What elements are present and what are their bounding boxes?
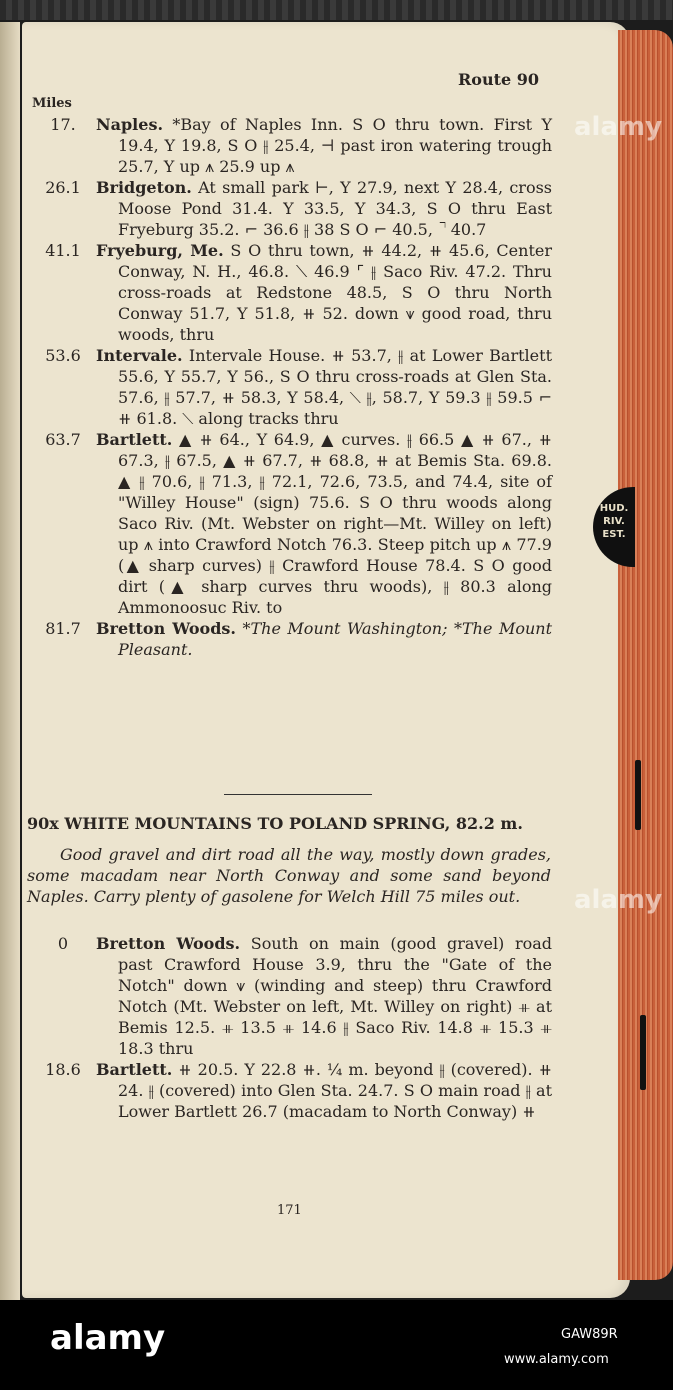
route-entry [30, 240, 552, 345]
section-description: Good gravel and dirt road all the way, mostly down grades, some macadam near North Conway and some sand beyond Naples. Carry plenty of gasolene for Welch Hill 75 miles out. [27, 845, 551, 906]
entry-text: ⧺ 20.5. Y 22.8 ⧺. ¼ m. beyond ⫲ (covered). ⧺ 24. ⫲ (covered) into Glen Sta. 24.7. S O main road ⫲ at Lower Bartlett 26.7 (macadam to North Conway) ⧺ [118, 1060, 552, 1121]
tab-line-3: EST. [602, 529, 626, 540]
entry-place: Bretton Woods. [96, 934, 241, 953]
entry-text: South on main (good gravel) road past Crawford House 3.9, thru the "Gate of the Notch" down ⩛ (winding and steep) thru Crawford Notch (Mt. Webster on left, Mt. Willey on right) ⧺ at Bemis 12.5. ⧺ 13.5 ⧺ 14.6 ⫲ Saco Riv. 14.8 ⧺ 15.3 ⧺ 18.3 thru [118, 934, 553, 1058]
route-entry [30, 429, 552, 618]
route-entry [30, 177, 552, 240]
edge-mark [640, 1015, 646, 1090]
edge-mark [635, 760, 641, 830]
route-entry [30, 933, 552, 1059]
entry-mile: 26.1 [45, 178, 81, 197]
entry-mile: 63.7 [45, 430, 81, 449]
entry-place: Bartlett. [96, 430, 173, 449]
tab-line-1: HUD. [599, 503, 629, 514]
entry-body [96, 1059, 552, 1122]
entry-body [96, 114, 552, 177]
top-bar [0, 0, 673, 20]
entry-text: *Bay of Naples Inn. S O thru town. First Y 19.4, Y 19.8, S O ⫲ 25.4, ⊣ past iron watering trough 25.7, Y up ⩚ 25.9 up ⩚ [118, 115, 552, 176]
entry-mile: 41.1 [45, 241, 81, 260]
entry-text: At small park ⊢, Y 27.9, next Y 28.4, cross Moose Pond 31.4. Y 33.5, Y 34.3, S O thru East Fryeburg 35.2. ⌐ 36.6 ⫲ 38 S O ⌐ 40.5, ⌝ 40.7 [118, 178, 552, 239]
entry-text: ▲ ⧺ 64., Y 64.9, ▲ curves. ⫲ 66.5 ▲ ⧺ 67., ⧺ 67.3, ⫲ 67.5, ▲ ⧺ 67.7, ⧺ 68.8, ⧺ at Bemis Sta. 69.8. ▲ ⫲ 70.6, ⫲ 71.3, ⫲ 72.1, 72.6, 73.5, and 74.4, site of "Willey House" (sign) 75.6. S O thru woods along Saco Riv. (Mt. Webster on right—Mt. Willey on left) up ⩚ into Crawford Notch 76.3. Steep pitch up ⩚ 77.9 (▲ sharp curves) ⫲ Crawford House 78.4. S O good dirt (▲ sharp curves thru woods), ⫲ 80.3 along Ammonoosuc Riv. to [118, 430, 552, 617]
entry-body [96, 177, 552, 240]
entry-mile: 81.7 [45, 619, 81, 638]
tab-line-2: RIV. [603, 516, 625, 527]
route-entries-90x [30, 933, 552, 1122]
entry-mile: 0 [57, 934, 69, 953]
entry-place: Bartlett. [96, 1060, 173, 1079]
entry-mile: 17. [50, 115, 76, 134]
entry-place: Intervale. [96, 346, 183, 365]
route-entry [30, 114, 552, 177]
section-divider [224, 794, 372, 795]
section-heading: 90x WHITE MOUNTAINS TO POLAND SPRING, 82.2 m. [27, 814, 523, 833]
footer-site-link[interactable]: www.alamy.com [504, 1352, 609, 1367]
running-head: Route 90 [458, 70, 540, 89]
entry-place: Bretton Woods. [96, 619, 236, 638]
entry-body [96, 933, 552, 1059]
entry-place: Bridgeton. [96, 178, 192, 197]
footer-image-id: GAW89R [561, 1327, 618, 1342]
entry-text: *The Mount Washington; *The Mount Pleasant. [118, 619, 553, 659]
entry-place: Naples. [96, 115, 164, 134]
entry-text: S O thru town, ⧺ 44.2, ⧺ 45.6, Center Conway, N. H., 46.8. ⟍ 46.9 ⌜ ⫲ Saco Riv. 47.2. Thru cross-roads at Redstone 48.5, S O thru North Conway 51.7, Y 51.8, ⧺ 52. down ⩛ good road, thru woods, thru [118, 241, 552, 344]
route-entries [30, 114, 552, 660]
entry-body [96, 429, 552, 618]
route-entry [30, 1059, 552, 1122]
left-page-edge [0, 22, 20, 1300]
watermark: alamy [574, 112, 663, 142]
entry-place: Fryeburg, Me. [96, 241, 224, 260]
entry-body [96, 345, 552, 429]
footer-brand-logo: alamy [50, 1318, 166, 1358]
route-entry [30, 345, 552, 429]
miles-label: Miles [32, 96, 72, 111]
entry-mile: 18.6 [45, 1060, 81, 1079]
entry-text: Intervale House. ⧺ 53.7, ⫲ at Lower Bartlett 55.6, Y 55.7, Y 56., S O thru cross-roads at Glen Sta. 57.6, ⫲ 57.7, ⧺ 58.3, Y 58.4, ⟍ ⫲, 58.7, Y 59.3 ⫲ 59.5 ⌐ ⧺ 61.8. ⟍ along tracks thru [118, 346, 552, 428]
watermark: alamy [574, 885, 663, 915]
page-number: 171 [277, 1203, 302, 1218]
entry-mile: 53.6 [45, 346, 81, 365]
entry-body [96, 240, 552, 345]
entry-body [96, 618, 552, 660]
route-entry [30, 618, 552, 660]
page-edges [618, 30, 673, 1280]
